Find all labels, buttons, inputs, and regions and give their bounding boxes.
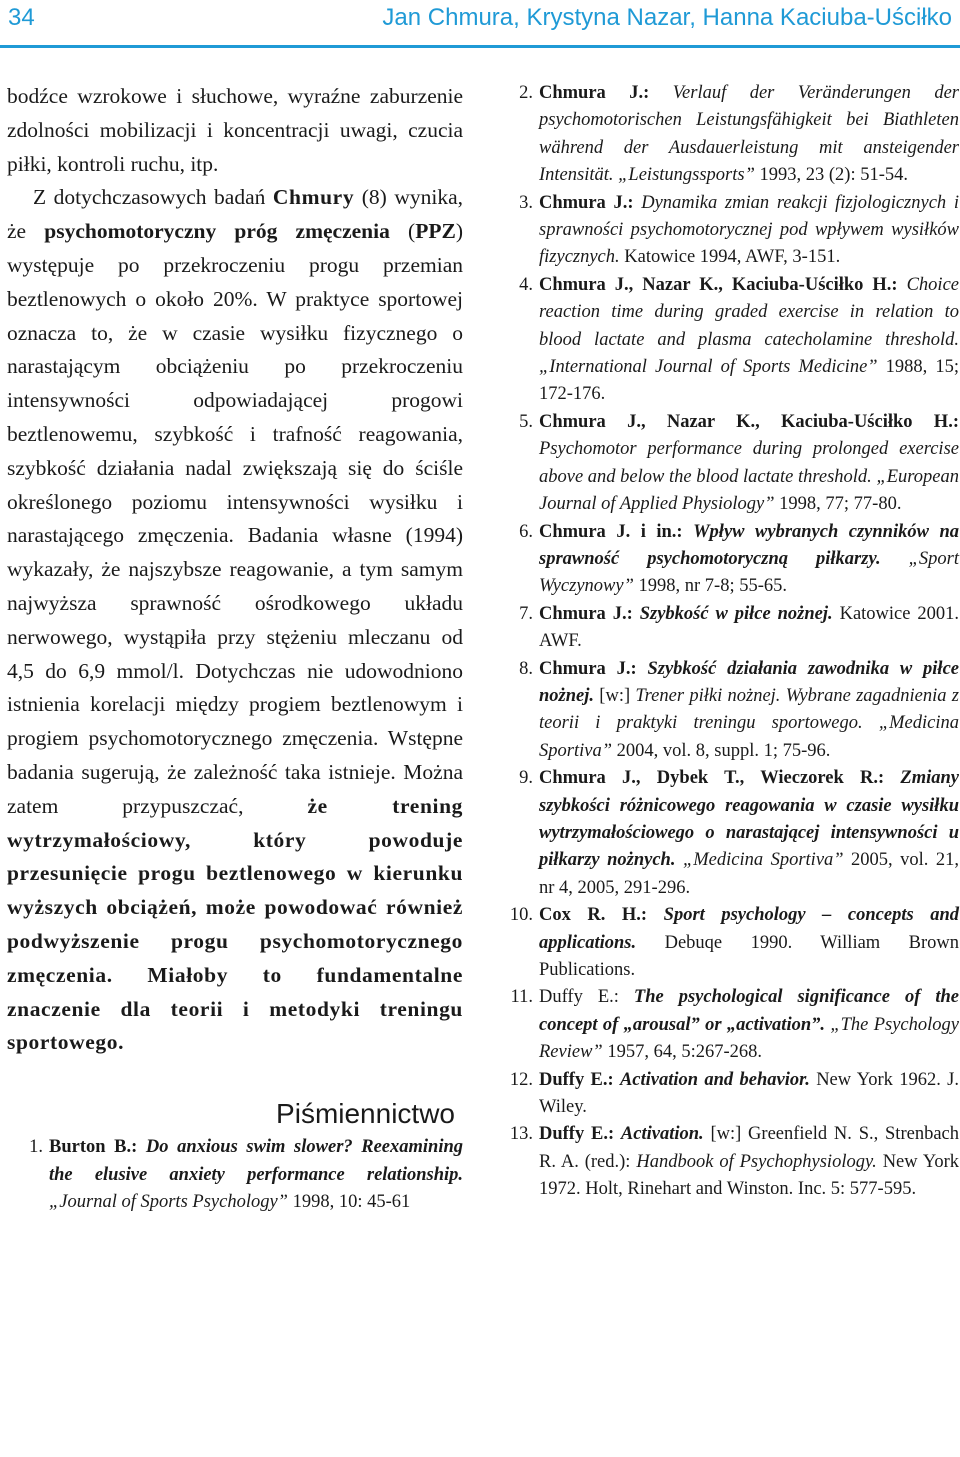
- reference-item: 6. Chmura J. i in.: Wpływ wybranych czynników na sprawność psychomotoryczną piłkarzy. „Sport Wyczynowy” 1998, nr 7-8; 55-65.: [519, 521, 960, 597]
- page-number: 34: [8, 4, 35, 31]
- reference-list-left: [7, 1134, 463, 1216]
- right-column: [497, 80, 959, 1204]
- running-head-authors: Jan Chmura, Krystyna Nazar, Hanna Kaciuba-Uściłko: [382, 4, 952, 31]
- reference-item: 1. Burton B.: Do anxious swim slower? Reexamining the elusive anxiety performance relationship. „Journal of Sports Psychology” 1998, 10: 45-61: [29, 1137, 464, 1212]
- header-rule: [0, 45, 960, 48]
- term-ppz: psychomotoryczny próg zmęczenia: [44, 219, 390, 244]
- page-header: [0, 0, 960, 52]
- author-ref-chmury: Chmury: [272, 185, 355, 210]
- paragraph-2: Z dotychczasowych badań Chmury (8) wynika, że psychomotoryczny próg zmęczenia (PPZ) występuje po przekroczeniu progu przemian beztlenowych o około 20%. W praktyce sportowej oznacza to, że w czasie wysiłku fizycznego o narastającym obciążeniu po przekroczeniu intensywności odpowiadającej progowi beztlenowemu, szybkość i trafność reagowania, szybkość działania nadal zwiększają się do ściśle określonego poziomu intensywności wysiłku i narastającego zmęczenia. Badania własne (1994) wykazały, że najszybsze reagowanie, a tym samym najwyższa sprawność ośrodkowego układu nerwowego, wystąpiła przy stężeniu mleczanu od 4,5 do 6,9 mmol/l. Dotychczas nie udowodniono istnienia korelacji między progiem beztlenowym i progiem psychomotorycznego zmęczenia. Wstępne badania sugerują, że zależność taka istnieje. Można zatem przypuszczać, że trening wytrzymałościowy, który powoduje przesunięcie progu beztlenowego w kierunku wyższych obciążeń, może powodować również podwyższenie progu psychomotorycznego zmęczenia. Miałoby to fundamentalne znaczenie dla teorii i metodyki treningu sportowego.: [7, 185, 463, 1055]
- reference-item: 13. Duffy E.: Activation. [w:] Greenfield N. S., Strenbach R. A. (red.): Handbook of Psychophysiology. New York 1972. Holt, Rinehart and Winston. Inc. 5: 577-595.: [509, 1124, 960, 1200]
- reference-item: 12. Duffy E.: Activation and behavior. New York 1962. J. Wiley.: [509, 1069, 959, 1118]
- reference-item: 9. Chmura J., Dybek T., Wieczorek R.: Zmiany szybkości różnicowego reagowania w czasie wysiłku wytrzymałościowego o narastającej intensywności u piłkarzy nożnych. „Medicina Sportiva” 2005, vol. 21, nr 4, 2005, 291-296.: [519, 768, 960, 898]
- section-title-references: Piśmiennictwo: [276, 1098, 455, 1130]
- reference-list-right: [497, 80, 959, 1204]
- term-ppz-abbr: PPZ: [415, 219, 456, 244]
- left-column: [7, 80, 463, 1216]
- reference-item: 7. Chmura J.: Szybkość w piłce nożnej. Katowice 2001. AWF.: [519, 603, 960, 652]
- reference-item: 4. Chmura J., Nazar K., Kaciuba-Uściłko H.: Choice reaction time during graded exercise in relation to blood lactate and plasma catecholamine threshold. „International Journal of Sports Medicine” 1988, 15; 172-176.: [519, 274, 959, 405]
- conclusion-bold: że trening wytrzymałościowy, który powoduje przesunięcie progu beztlenowego w kierunku wyższych obciążeń, może powodować również podwyższenie progu psychomotorycznego zmęczenia. Miałoby to fundamentalne znaczenie dla teorii i metodyki treningu sportowego.: [7, 793, 463, 1055]
- reference-item: 2. Chmura J.: Verlauf der Veränderungen der psychomotorischen Leistungsfähigkeit bei Biathleten während der Ausdauerleistung mit ansteigender Intensität. „Leistungssports” 1993, 23 (2): 51-54.: [519, 83, 959, 186]
- reference-item: 5. Chmura J., Nazar K., Kaciuba-Uściłko H.: Psychomotor performance during prolonged exercise above and below the blood lactate threshold. „European Journal of Applied Physiology” 1998, 77; 77-80.: [519, 411, 960, 515]
- reference-item: 3. Chmura J.: Dynamika zmian reakcji fizjologicznych i sprawności psychomotorycznej pod wpływem wysiłków fizycznych. Katowice 1994, AWF, 3-151.: [519, 192, 959, 268]
- reference-item: 10. Cox R. H.: Sport psychology – concepts and applications. Debuqe 1990. William Brown Publications.: [509, 905, 959, 980]
- paragraph-1: bodźce wzrokowe i słuchowe, wyraźne zaburzenie zdolności mobilizacji i koncentracji uwagi, czucia piłki, kontroli ruchu, itp.: [7, 84, 463, 176]
- reference-item: 11. Duffy E.: The psychological significance of the concept of „arousal” or „activation”. „The Psychology Review” 1957, 64, 5:267-268.: [510, 987, 959, 1063]
- reference-item: 8. Chmura J.: Szybkość działania zawodnika w piłce nożnej. [w:] Trener piłki nożnej. Wybrane zagadnienia z teorii i praktyki treningu sportowego. „Medicina Sportiva” 2004, vol. 8, suppl. 1; 75-96.: [519, 658, 959, 761]
